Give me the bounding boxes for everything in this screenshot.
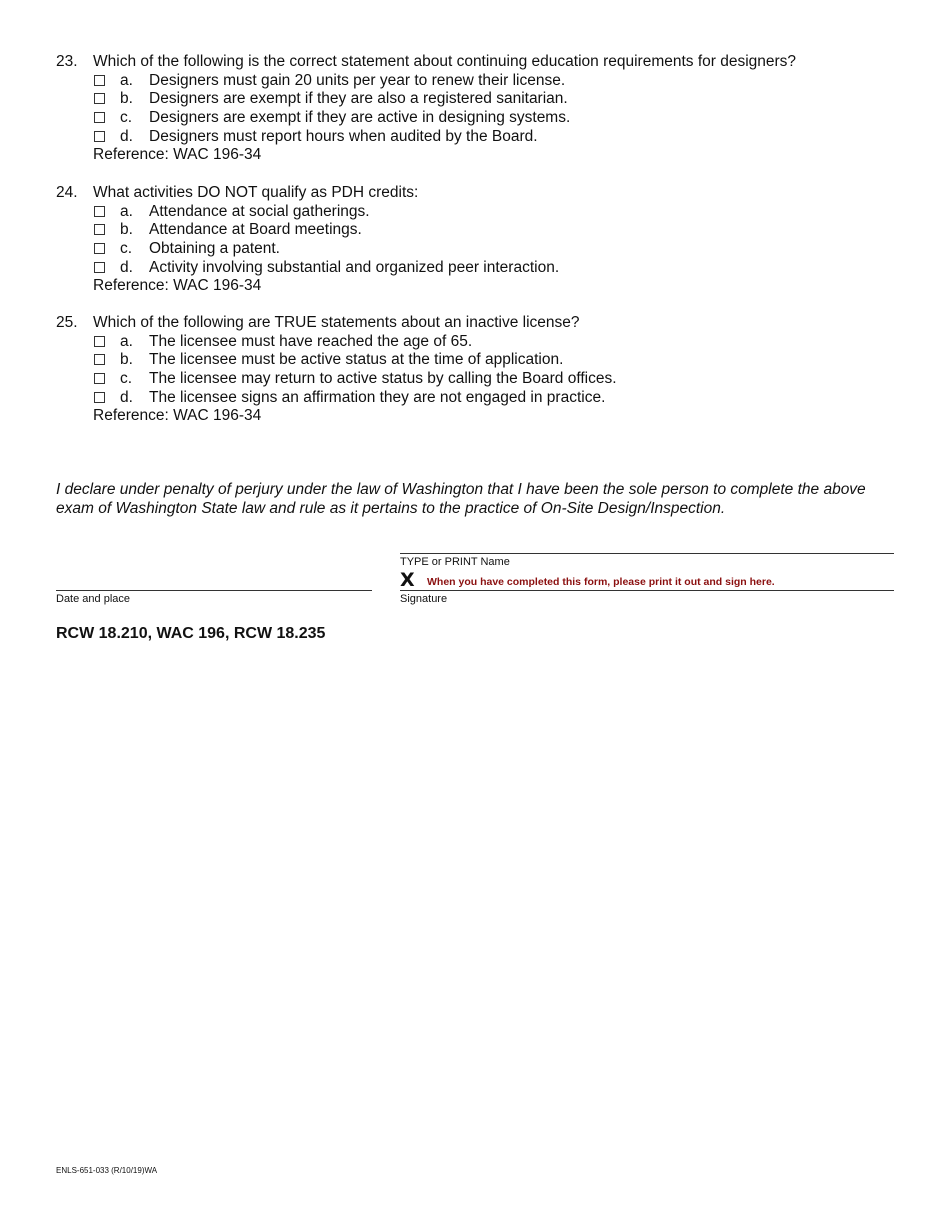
option-letter: c.: [120, 240, 133, 258]
reference-text: Reference: WAC 196-34: [93, 277, 262, 295]
signature-x-mark: X: [400, 569, 415, 591]
checkbox-24c[interactable]: [94, 243, 105, 254]
checkbox-23b[interactable]: [94, 93, 105, 104]
question-text: Which of the following are TRUE statements about an inactive license?: [93, 314, 580, 331]
signature-line[interactable]: [400, 590, 894, 591]
checkbox-24d[interactable]: [94, 262, 105, 273]
option-text: The licensee must be active status at the time of application.: [149, 351, 564, 369]
option-letter: c.: [120, 109, 133, 127]
option-letter: b.: [120, 90, 133, 108]
option-text: Designers are exempt if they are active in designing systems.: [149, 109, 571, 127]
date-label: Date and place: [56, 593, 130, 605]
option-letter: c.: [120, 370, 133, 388]
form-code: ENLS-651-033 (R/10/19)WA: [56, 1166, 158, 1175]
question-number: 24.: [56, 184, 78, 201]
option-text: Designers must report hours when audited by the Board.: [149, 127, 538, 145]
checkbox-25d[interactable]: [94, 392, 105, 403]
option-text: Attendance at social gatherings.: [149, 202, 370, 220]
option-letter: b.: [120, 221, 133, 239]
option-text: The licensee must have reached the age of 65.: [149, 332, 473, 350]
option-text: Attendance at Board meetings.: [149, 221, 362, 239]
checkbox-25b[interactable]: [94, 354, 105, 365]
signature-notice: When you have completed this form, please print it out and sign here.: [427, 576, 775, 588]
declaration-text: I declare under penalty of perjury under the law of Washington that I have been the sole person to complete the above exam of Washington State law and rule as it pertains to the practice of On-Site Design/Inspection.: [56, 481, 866, 517]
checkbox-25a[interactable]: [94, 336, 105, 347]
name-label: TYPE or PRINT Name: [400, 556, 510, 568]
option-letter: b.: [120, 351, 133, 369]
statute-citation: RCW 18.210, WAC 196, RCW 18.235: [56, 625, 326, 642]
checkbox-23d[interactable]: [94, 131, 105, 142]
reference-text: Reference: WAC 196-34: [93, 407, 262, 425]
option-text: Activity involving substantial and organized peer interaction.: [149, 258, 560, 276]
question-text: What activities DO NOT qualify as PDH credits:: [93, 184, 419, 201]
question-text: Which of the following is the correct statement about continuing education requirements for designers?: [93, 53, 797, 70]
checkbox-25c[interactable]: [94, 373, 105, 384]
checkbox-24a[interactable]: [94, 206, 105, 217]
signature-label: Signature: [400, 593, 448, 605]
option-text: The licensee signs an affirmation they are not engaged in practice.: [149, 388, 606, 406]
option-letter: a.: [120, 332, 133, 350]
checkbox-23c[interactable]: [94, 112, 105, 123]
option-text: Obtaining a patent.: [149, 240, 280, 258]
question-number: 25.: [56, 314, 78, 331]
date-line[interactable]: [56, 590, 372, 591]
question-number: 23.: [56, 53, 78, 70]
option-letter: a.: [120, 202, 133, 220]
option-text: The licensee may return to active status by calling the Board offices.: [149, 370, 617, 388]
option-text: Designers are exempt if they are also a registered sanitarian.: [149, 90, 568, 108]
option-letter: d.: [120, 258, 133, 276]
checkbox-24b[interactable]: [94, 224, 105, 235]
option-text: Designers must gain 20 units per year to renew their license.: [149, 71, 566, 89]
option-letter: a.: [120, 71, 133, 89]
reference-text: Reference: WAC 196-34: [93, 146, 262, 164]
name-line[interactable]: [400, 553, 894, 554]
option-letter: d.: [120, 388, 133, 406]
option-letter: d.: [120, 127, 133, 145]
checkbox-23a[interactable]: [94, 75, 105, 86]
